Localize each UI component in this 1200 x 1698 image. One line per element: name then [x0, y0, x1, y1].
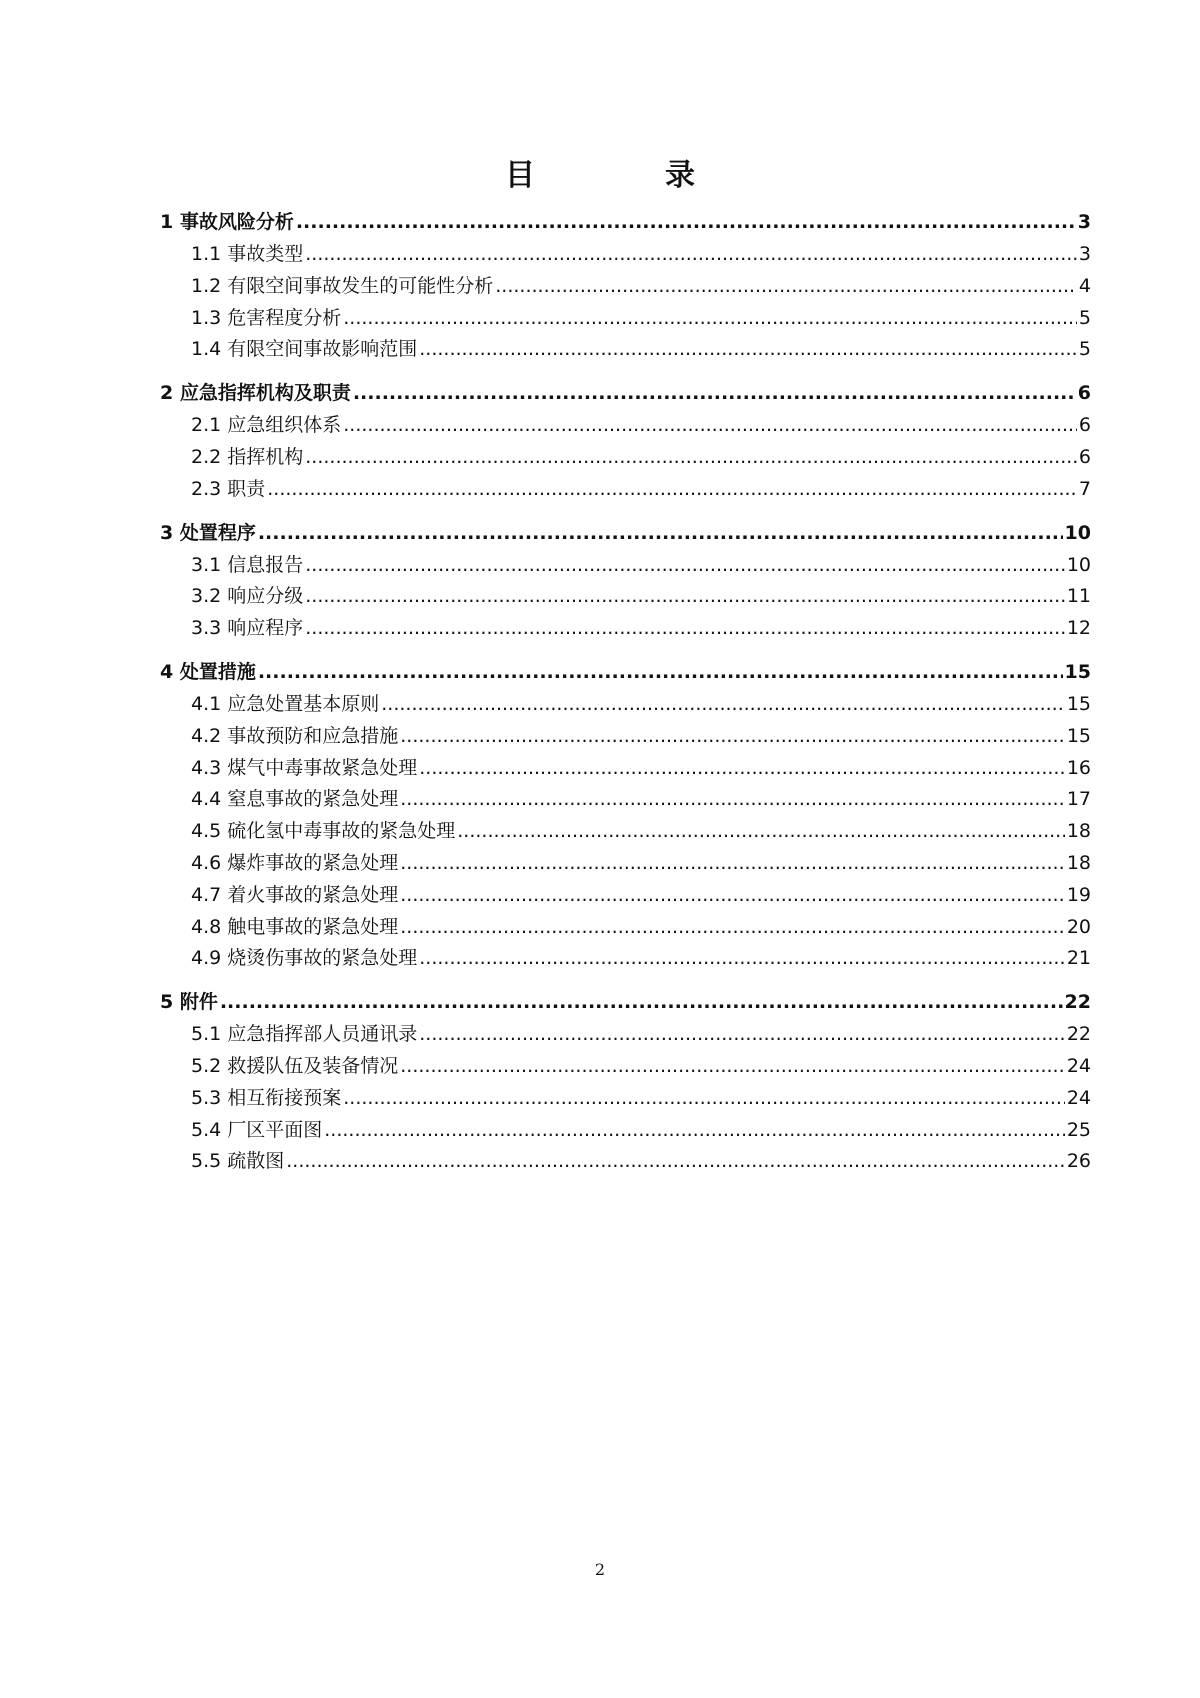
- toc-page-number: 16: [1066, 756, 1091, 779]
- dot-leader: [400, 784, 1065, 816]
- toc-item-title: 5.1 应急指挥部人员通讯录: [191, 1023, 418, 1046]
- dot-leader: [258, 517, 1063, 550]
- toc-page-number: 3: [1077, 211, 1091, 233]
- dot-leader: [305, 613, 1065, 645]
- dot-leader: [258, 656, 1063, 689]
- dot-leader: [419, 1019, 1065, 1051]
- toc-item-title: 5.2 救援队伍及装备情况: [191, 1054, 399, 1077]
- dot-leader: [305, 442, 1077, 474]
- toc-item[interactable]: [160, 239, 1091, 271]
- toc-item-title: 5.3 相互衔接预案: [191, 1086, 342, 1109]
- dot-leader: [286, 1146, 1065, 1178]
- toc-page-number: 5: [1078, 306, 1091, 329]
- dot-leader: [400, 848, 1065, 880]
- page-title: 目 录: [505, 158, 745, 193]
- toc-item-title: 5.5 疏散图: [191, 1150, 285, 1173]
- dot-leader: [324, 1115, 1065, 1147]
- toc-item[interactable]: [160, 581, 1091, 613]
- toc-page-number: 22: [1066, 1023, 1091, 1046]
- toc-page-number: 26: [1066, 1150, 1091, 1173]
- toc-page-number: 5: [1078, 338, 1091, 361]
- toc-item-title: 4.4 窒息事故的紧急处理: [191, 788, 399, 811]
- page-number: 2: [594, 1560, 606, 1579]
- toc-item[interactable]: [160, 442, 1091, 474]
- toc-item-title: 2.3 职责: [191, 477, 266, 500]
- dot-leader: [419, 943, 1065, 975]
- table-of-contents: [160, 206, 1091, 1178]
- toc-page-number: 3: [1078, 243, 1091, 265]
- toc-item[interactable]: [160, 303, 1091, 335]
- toc-item-title: 3.3 响应程序: [191, 617, 304, 640]
- dot-leader: [400, 721, 1065, 753]
- toc-page-number: 10: [1066, 553, 1091, 576]
- dot-leader: [343, 410, 1077, 442]
- toc-section-title: 1 事故风险分析: [160, 211, 294, 233]
- toc-page-number: 18: [1066, 820, 1091, 843]
- toc-item[interactable]: [160, 816, 1091, 848]
- dot-leader: [343, 303, 1077, 335]
- toc-page-number: 7: [1078, 477, 1091, 500]
- toc-page-number: 4: [1078, 274, 1091, 297]
- toc-item[interactable]: [160, 334, 1091, 366]
- toc-item[interactable]: [160, 721, 1091, 753]
- toc-page-number: 18: [1066, 851, 1091, 874]
- toc-item[interactable]: [160, 271, 1091, 303]
- toc-item-title: 4.3 煤气中毒事故紧急处理: [191, 756, 418, 779]
- toc-item-title: 4.7 着火事故的紧急处理: [191, 883, 399, 906]
- dot-leader: [457, 816, 1065, 848]
- toc-item-title: 4.9 烧烫伤事故的紧急处理: [191, 947, 418, 970]
- toc-item-title: 2.2 指挥机构: [191, 445, 304, 468]
- toc-page-number: 20: [1066, 915, 1091, 938]
- toc-item[interactable]: [160, 474, 1091, 506]
- toc-item[interactable]: [160, 613, 1091, 645]
- toc-item-title: 4.2 事故预防和应急措施: [191, 724, 399, 747]
- dot-leader: [305, 550, 1065, 582]
- dot-leader: [296, 206, 1076, 239]
- toc-page-number: 15: [1066, 724, 1091, 747]
- dot-leader: [220, 986, 1063, 1019]
- dot-leader: [267, 474, 1077, 506]
- toc-item[interactable]: [160, 410, 1091, 442]
- toc-page-number: 15: [1064, 660, 1091, 683]
- toc-page-number: 6: [1078, 445, 1091, 468]
- toc-page-number: 11: [1066, 585, 1091, 608]
- dot-leader: [419, 334, 1077, 366]
- dot-leader: [400, 912, 1065, 944]
- toc-item-title: 1.4 有限空间事故影响范围: [191, 338, 418, 361]
- toc-item[interactable]: [160, 943, 1091, 975]
- toc-section[interactable]: [160, 656, 1091, 689]
- toc-page-number: 25: [1066, 1118, 1091, 1141]
- toc-page-number: 10: [1064, 521, 1091, 544]
- dot-leader: [343, 1083, 1065, 1115]
- dot-leader: [305, 581, 1065, 613]
- toc-item[interactable]: [160, 912, 1091, 944]
- toc-item[interactable]: [160, 1051, 1091, 1083]
- toc-page-number: 15: [1066, 692, 1091, 715]
- toc-page-number: 17: [1066, 788, 1091, 811]
- toc-item-title: 4.8 触电事故的紧急处理: [191, 915, 399, 938]
- toc-item-title: 1.1 事故类型: [191, 243, 304, 265]
- toc-item[interactable]: [160, 848, 1091, 880]
- toc-page-number: 6: [1078, 414, 1091, 437]
- toc-item[interactable]: [160, 753, 1091, 785]
- toc-section-title: 5 附件: [160, 991, 218, 1014]
- toc-page-number: 21: [1066, 947, 1091, 970]
- toc-page-number: 12: [1066, 617, 1091, 640]
- toc-item[interactable]: [160, 1146, 1091, 1178]
- toc-page-number: 24: [1066, 1086, 1091, 1109]
- dot-leader: [419, 753, 1065, 785]
- dot-leader: [400, 1051, 1065, 1083]
- toc-section-title: 3 处置程序: [160, 521, 256, 544]
- toc-item-title: 4.1 应急处置基本原则: [191, 692, 380, 715]
- toc-item-title: 4.6 爆炸事故的紧急处理: [191, 851, 399, 874]
- toc-item-title: 1.2 有限空间事故发生的可能性分析: [191, 274, 494, 297]
- toc-section[interactable]: [160, 206, 1091, 239]
- toc-item[interactable]: [160, 550, 1091, 582]
- toc-page-number: 6: [1077, 382, 1091, 405]
- toc-item-title: 3.2 响应分级: [191, 585, 304, 608]
- toc-item[interactable]: [160, 784, 1091, 816]
- toc-section-title: 2 应急指挥机构及职责: [160, 382, 351, 405]
- toc-item[interactable]: [160, 1019, 1091, 1051]
- toc-section[interactable]: [160, 986, 1091, 1019]
- dot-leader: [353, 377, 1076, 410]
- toc-page-number: 22: [1064, 991, 1091, 1014]
- toc-item[interactable]: [160, 880, 1091, 912]
- dot-leader: [305, 239, 1077, 271]
- toc-item-title: 4.5 硫化氢中毒事故的紧急处理: [191, 820, 456, 843]
- toc-item-title: 5.4 厂区平面图: [191, 1118, 323, 1141]
- toc-section[interactable]: [160, 517, 1091, 550]
- toc-item[interactable]: [160, 1083, 1091, 1115]
- toc-item-title: 1.3 危害程度分析: [191, 306, 342, 329]
- toc-page-number: 19: [1066, 883, 1091, 906]
- toc-item[interactable]: [160, 1115, 1091, 1147]
- toc-item[interactable]: [160, 689, 1091, 721]
- dot-leader: [381, 689, 1065, 721]
- toc-section[interactable]: [160, 377, 1091, 410]
- toc-section-title: 4 处置措施: [160, 660, 256, 683]
- dot-leader: [400, 880, 1065, 912]
- dot-leader: [495, 271, 1077, 303]
- toc-page-number: 24: [1066, 1054, 1091, 1077]
- toc-item-title: 2.1 应急组织体系: [191, 414, 342, 437]
- toc-item-title: 3.1 信息报告: [191, 553, 304, 576]
